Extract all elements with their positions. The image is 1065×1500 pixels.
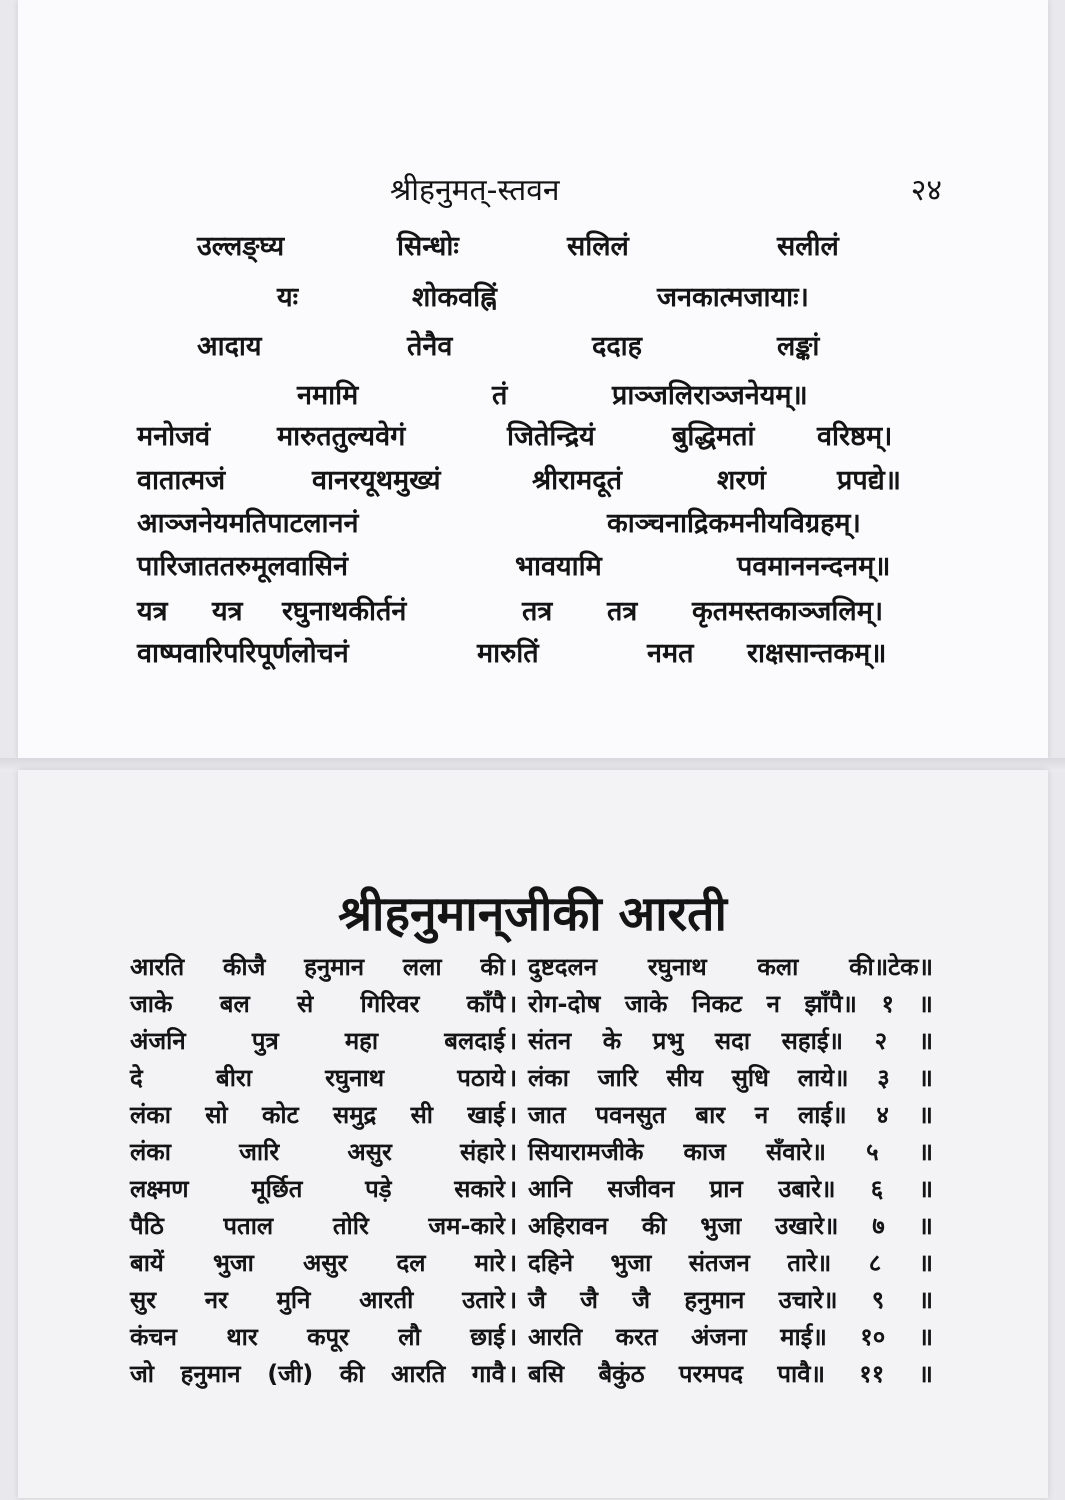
aarti-line-left [130,987,505,1020]
stavan-word: रघुनाथकीर्तनं [282,596,407,627]
aarti-word: ॥ [918,1027,933,1055]
aarti-word: लंका [130,1138,171,1166]
aarti-word: सदा [714,1027,751,1055]
aarti-word: बसि [528,1360,565,1388]
aarti-word: ३ [877,1064,890,1092]
aarti-word: जम-कारे [428,1212,505,1240]
aarti-word: जाके [624,990,668,1018]
aarti-word: प्रान [709,1175,743,1203]
stavan-word: मारुतिं [477,638,539,669]
aarti-word: हनुमान [304,953,365,981]
aarti-line-right [528,950,933,983]
aarti-separator: । [508,1027,518,1055]
aarti-line [130,1246,933,1286]
aarti-word: करत [615,1323,658,1351]
stavan-word: पवमाननन्दनम्॥ [737,551,891,582]
aarti-line-right [528,987,933,1020]
aarti-word: पावै॥ [777,1360,825,1388]
aarti-separator: । [508,953,518,981]
stavan-word: राक्षसान्तकम्॥ [747,638,887,669]
stavan-word: तं [492,380,508,411]
aarti-word: तारे॥ [787,1249,832,1277]
aarti-word: बीरा [215,1064,252,1092]
aarti-word: खाई [467,1101,505,1129]
aarti-word: न [766,990,780,1018]
aarti-word: काँपै [466,990,505,1018]
aarti-word: संतजन [688,1249,750,1277]
page-number: २४ [910,173,942,208]
aarti-word: कोट [261,1101,299,1129]
aarti-word: भुजा [700,1212,742,1240]
aarti-word: नर [204,1286,228,1314]
stavan-line [137,416,952,462]
aarti-separator: । [508,1360,518,1388]
aarti-word: छाई [470,1323,505,1351]
aarti-word: हनुमान [684,1286,745,1314]
aarti-word: तोरि [332,1212,369,1240]
aarti-word: समुद्र [332,1101,377,1129]
aarti-word: जै [580,1286,598,1314]
stavan-word: वाष्पवारिपरिपूर्णलोचनं [137,638,349,669]
aarti-word: आनि [528,1175,573,1203]
stavan-line [137,503,952,549]
aarti-word: (जी) [267,1360,314,1388]
aarti-word: परमपद [678,1360,744,1388]
aarti-line-right [528,1098,933,1131]
aarti-word: पठाये [457,1064,505,1092]
aarti-word: ५ [866,1138,879,1166]
aarti-word: लौ [398,1323,421,1351]
aarti-word: ॥ [918,1138,933,1166]
aarti-word: की [480,953,505,981]
aarti-word: मूर्छित [251,1175,303,1203]
aarti-word: सकारे [454,1175,505,1203]
aarti-word: १ [881,990,894,1018]
aarti-word: सहाई॥ [781,1027,843,1055]
aarti-word: जो [130,1360,155,1388]
stavan-word: श्रीरामदूतं [532,465,623,496]
aarti-word: दुष्टदलन [528,953,598,981]
aarti-word: ४ [876,1101,889,1129]
aarti-word: पड़े [365,1175,392,1203]
aarti-word: लला [402,953,442,981]
aarti-word: सजीवन [607,1175,675,1203]
aarti-word: ॥ [918,1212,933,1240]
aarti-word: उखारे॥ [775,1212,839,1240]
aarti-word: गिरिवर [360,990,420,1018]
stavan-word: शरणं [717,465,766,496]
stavan-word: शोकवह्निं [412,282,497,313]
aarti-word: रघुनाथ [647,953,707,981]
aarti-word: न [754,1101,769,1129]
aarti-word: रोग-दोष [528,990,601,1018]
aarti-word: अंजना [691,1323,747,1351]
aarti-word: माई॥ [780,1323,827,1351]
aarti-word: से [296,990,314,1018]
aarti-word: बलदाई [444,1027,505,1055]
stavan-word: तत्र [522,596,553,627]
aarti-word: १० [860,1323,886,1351]
aarti-word: ७ [872,1212,885,1240]
aarti-word: ॥ [918,1323,933,1351]
aarti-word: दे [130,1064,143,1092]
aarti-separator: । [508,1138,518,1166]
aarti-word: बैकुंठ [598,1360,645,1388]
aarti-word: सीय [666,1064,703,1092]
aarti-word: लाये॥ [797,1064,849,1092]
aarti-line [130,987,933,1027]
aarti-line [130,1283,933,1323]
stavan-word: नमत [647,638,694,669]
aarti-separator: । [508,990,518,1018]
aarti-word: भुजा [212,1249,254,1277]
aarti-word: उचारे॥ [778,1286,838,1314]
stavan-word: आञ्जनेयमतिपाटलाननं [137,508,359,539]
stavan-word: मारुततुल्यवेगं [277,421,406,452]
aarti-word: उतारे [462,1286,505,1314]
aarti-line-right [528,1246,933,1279]
stavan-word: वानरयूथमुख्यं [312,465,441,496]
stavan-word: तेनैव [407,331,453,362]
aarti-word: रघुनाथ [325,1064,385,1092]
stavan-word: सलिलं [567,231,629,262]
aarti-line [130,1098,933,1138]
aarti-line-right [528,1320,933,1353]
aarti-word: जारि [239,1138,280,1166]
aarti-word: सुर [130,1286,157,1314]
stavan-line [137,460,952,506]
aarti-line-left [130,1024,505,1057]
aarti-word: लंका [528,1064,569,1092]
stavan-word: वरिष्ठम्। [817,421,893,452]
aarti-word: ॥ [918,990,933,1018]
aarti-word: ॥ [918,1064,933,1092]
aarti-word: की [641,1212,667,1240]
aarti-line [130,1357,933,1397]
aarti-word: दहिने [528,1249,574,1277]
aarti-line-right [528,1172,933,1205]
aarti-word: झाँपै॥ [804,990,857,1018]
aarti-line-left [130,1357,505,1390]
aarti-word: हनुमान [180,1360,241,1388]
aarti-word: ॥ [918,1101,933,1129]
stavan-word: बुद्धिमतां [672,421,755,452]
aarti-word: आरती [359,1286,414,1314]
aarti-line [130,1024,933,1064]
aarti-line-right [528,1061,933,1094]
aarti-line-left [130,950,505,983]
stavan-word: भावयामि [515,551,602,582]
aarti-line-left [130,1172,505,1205]
aarti-word: ११ [859,1360,885,1388]
aarti-word: अंजनि [130,1027,186,1055]
stavan-word: आदाय [197,331,262,362]
aarti-line [130,1061,933,1101]
aarti-line-right [528,1024,933,1057]
aarti-separator: । [508,1286,518,1314]
aarti-word: सुधि [731,1064,769,1092]
aarti-word: पुत्र [251,1027,279,1055]
stavan-line [137,633,952,679]
stavan-word: यत्र [212,596,243,627]
aarti-word: ॥ [918,1175,933,1203]
aarti-word: लंका [130,1101,171,1129]
stavan-word: प्राञ्जलिराञ्जनेयम्॥ [612,380,808,411]
stavan-word: वातात्मजं [137,465,226,496]
aarti-word: जाके [130,990,173,1018]
page-title: श्रीहनुमत्-स्तवन [390,173,560,208]
aarti-word: पवनसुत [595,1101,666,1129]
aarti-word: की॥टेक॥ [849,953,933,981]
stavan-word: काञ्चनाद्रिकमनीयविग्रहम्। [607,508,861,539]
aarti-word: २ [874,1027,888,1055]
aarti-word: जै [632,1286,651,1314]
stavan-word: जनकात्मजायाः। [657,282,809,313]
aarti-line-right [528,1135,933,1168]
aarti-line-left [130,1098,505,1131]
aarti-line [130,1320,933,1360]
aarti-line-left [130,1283,505,1316]
aarti-word: मारे [474,1249,505,1277]
aarti-line-right [528,1283,933,1316]
aarti-line-left [130,1320,505,1353]
aarti-word: निकट [691,990,743,1018]
page-header [0,168,1030,212]
aarti-word: बायें [130,1249,164,1277]
aarti-word: ॥ [918,1360,933,1388]
aarti-word: सी [410,1101,434,1129]
stavan-word: मनोजवं [137,421,211,452]
aarti-word: कीजै [222,953,266,981]
aarti-word: लक्ष्मण [130,1175,189,1203]
aarti-word: सँवारे॥ [766,1138,826,1166]
aarti-line-left [130,1209,505,1242]
aarti-word: के [602,1027,622,1055]
stavan-word: ददाह [592,331,643,362]
aarti-word: संहारे [459,1138,505,1166]
aarti-word: संतन [528,1027,572,1055]
stavan-word: कृतमस्तकाञ्जलिम्। [692,596,884,627]
aarti-word: ६ [870,1175,884,1203]
aarti-line [130,950,933,990]
aarti-word: दल [396,1249,426,1277]
aarti-word: आरति [528,1323,583,1351]
aarti-word: आरति [391,1360,446,1388]
aarti-word: बल [219,990,250,1018]
aarti-word: मुनि [276,1286,311,1314]
stavan-word: उल्लङ्घ्य [197,231,285,262]
aarti-word: सियारामजीके [528,1138,644,1166]
aarti-line-left [130,1061,505,1094]
aarti-word: भुजा [610,1249,652,1277]
aarti-word: ॥ [918,1249,933,1277]
stavan-word: सलीलं [777,231,839,262]
stavan-word: यः [277,282,299,313]
aarti-word: पताल [223,1212,274,1240]
aarti-line-right [528,1357,933,1390]
stavan-word: यत्र [137,596,168,627]
aarti-word: आरति [130,953,185,981]
aarti-word: ८ [868,1249,882,1277]
aarti-word: असुर [302,1249,348,1277]
aarti-title: श्रीहनुमान्‌जीकी आरती [338,886,727,942]
aarti-word: काज [683,1138,726,1166]
aarti-line [130,1135,933,1175]
aarti-word: थार [226,1323,258,1351]
aarti-word: जात [528,1101,566,1129]
aarti-separator: । [508,1064,518,1092]
aarti-separator: । [508,1249,518,1277]
aarti-word: जै [528,1286,546,1314]
aarti-line-right [528,1209,933,1242]
aarti-word: ९ [871,1286,885,1314]
aarti-word: प्रभु [652,1027,684,1055]
aarti-separator: । [508,1212,518,1240]
aarti-line-left [130,1246,505,1279]
aarti-word: ॥ [918,1286,933,1314]
stavan-word: सिन्धोः [397,231,459,262]
aarti-line-left [130,1135,505,1168]
stavan-line [137,546,952,592]
stavan-word: लङ्कां [777,331,820,362]
stavan-line [137,277,952,323]
aarti-word: महा [344,1027,379,1055]
aarti-separator: । [508,1101,518,1129]
stavan-line [137,226,952,272]
aarti-word: कंचन [130,1323,177,1351]
stavan-word: प्रपद्ये॥ [837,465,901,496]
aarti-word: कला [757,953,799,981]
aarti-word: लाई॥ [797,1101,847,1129]
stavan-word: पारिजाततरुमूलवासिनं [137,551,349,582]
aarti-word: अहिरावन [528,1212,608,1240]
aarti-word: कपूर [307,1323,349,1351]
aarti-separator: । [508,1323,518,1351]
stavan-line [137,375,952,421]
aarti-word: गावै [471,1360,505,1388]
aarti-separator: । [508,1175,518,1203]
aarti-word: असुर [347,1138,392,1166]
stavan-word: तत्र [607,596,638,627]
aarti-word: उबारे॥ [778,1175,836,1203]
stavan-line [137,326,952,372]
aarti-word: जारि [597,1064,638,1092]
aarti-line [130,1172,933,1212]
aarti-word: पैठि [130,1212,164,1240]
aarti-line [130,1209,933,1249]
stavan-line [137,591,952,637]
stavan-word: जितेन्द्रियं [507,421,595,452]
aarti-word: बार [695,1101,726,1129]
stavan-word: नमामि [297,380,359,411]
aarti-word: की [339,1360,365,1388]
aarti-word: सो [205,1101,228,1129]
